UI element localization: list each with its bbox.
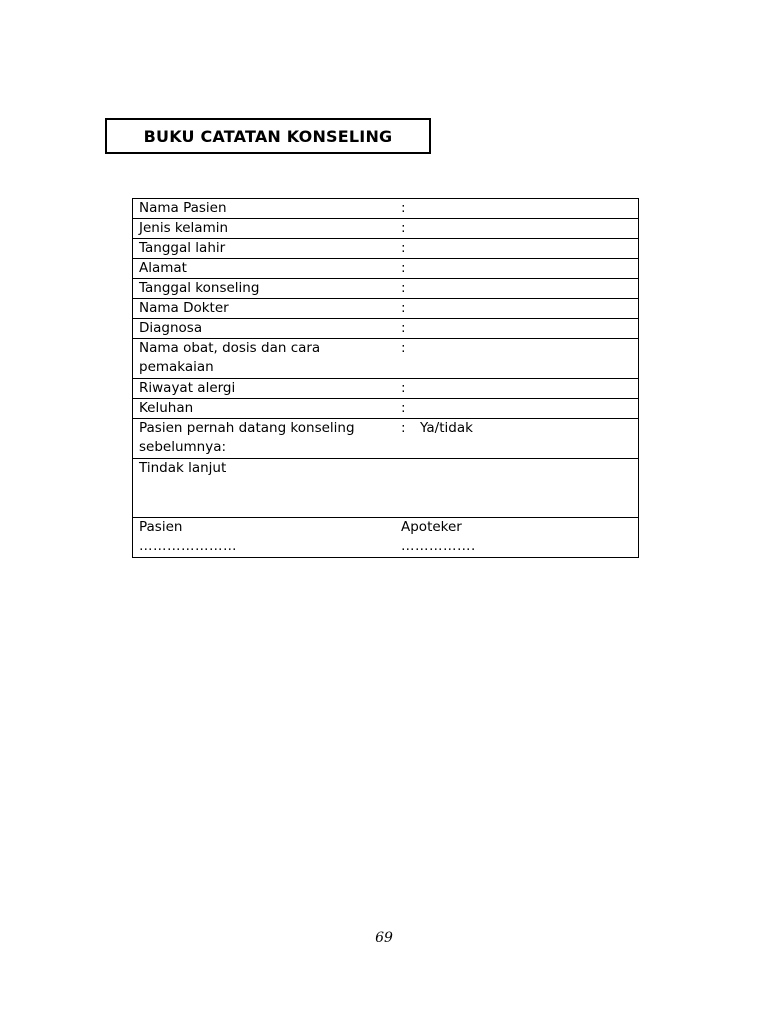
signature-pasien-line: ………………… — [139, 538, 237, 554]
field-label: Nama obat, dosis dan cara pemakaian — [133, 339, 396, 379]
field-value-cell[interactable] — [395, 199, 639, 219]
form-row-tanggal-lahir — [133, 239, 639, 259]
signature-apoteker-line: ……………. — [401, 538, 476, 554]
field-value-cell[interactable] — [395, 419, 639, 459]
field-label: Pasien pernah datang konseling sebelumnya: — [133, 419, 396, 459]
signature-right-cell — [395, 518, 639, 558]
field-value-cell[interactable] — [395, 219, 639, 239]
signature-pasien-label: Pasien — [139, 519, 183, 535]
field-colon: : — [401, 400, 406, 416]
form-row-signatures — [133, 518, 639, 558]
field-value-cell[interactable] — [395, 379, 639, 399]
field-colon: : — [401, 200, 406, 216]
field-colon: : — [401, 260, 406, 276]
field-value-cell[interactable] — [395, 259, 639, 279]
page-number: 69 — [375, 930, 393, 946]
field-value-cell[interactable] — [395, 299, 639, 319]
field-value-cell[interactable] — [395, 399, 639, 419]
field-label: Jenis kelamin — [133, 219, 396, 239]
field-value: Ya/tidak — [420, 420, 473, 436]
followup-label: Tindak lanjut — [139, 460, 227, 476]
field-colon: : — [401, 420, 406, 436]
field-colon: : — [401, 380, 406, 396]
field-colon: : — [401, 220, 406, 236]
field-colon: : — [401, 240, 406, 256]
form-row-tindak-lanjut — [133, 459, 639, 518]
field-label: Alamat — [133, 259, 396, 279]
field-label: Nama Pasien — [133, 199, 396, 219]
form-row-nama-obat — [133, 339, 639, 379]
form-row-pernah-konseling — [133, 419, 639, 459]
field-colon: : — [401, 300, 406, 316]
field-colon: : — [401, 340, 406, 356]
form-row-jenis-kelamin — [133, 219, 639, 239]
field-label: Riwayat alergi — [133, 379, 396, 399]
form-row-riwayat-alergi — [133, 379, 639, 399]
field-label: Tanggal konseling — [133, 279, 396, 299]
signature-apoteker-label: Apoteker — [401, 519, 462, 535]
counseling-form-table — [132, 198, 639, 558]
field-value-cell[interactable] — [395, 319, 639, 339]
signature-left-cell — [133, 518, 396, 558]
field-label: Nama Dokter — [133, 299, 396, 319]
field-colon: : — [401, 320, 406, 336]
form-row-alamat — [133, 259, 639, 279]
field-value-cell[interactable] — [395, 239, 639, 259]
form-row-diagnosa — [133, 319, 639, 339]
form-row-tanggal-konseling — [133, 279, 639, 299]
field-value-cell[interactable] — [395, 339, 639, 379]
field-label: Keluhan — [133, 399, 396, 419]
field-value-cell[interactable] — [395, 279, 639, 299]
followup-cell[interactable] — [133, 459, 639, 518]
document-title: BUKU CATATAN KONSELING — [143, 126, 393, 146]
form-row-keluhan — [133, 399, 639, 419]
document-title-box — [105, 118, 431, 154]
field-colon: : — [401, 280, 406, 296]
field-label: Diagnosa — [133, 319, 396, 339]
field-label: Tanggal lahir — [133, 239, 396, 259]
form-row-nama-dokter — [133, 299, 639, 319]
form-row-nama-pasien — [133, 199, 639, 219]
